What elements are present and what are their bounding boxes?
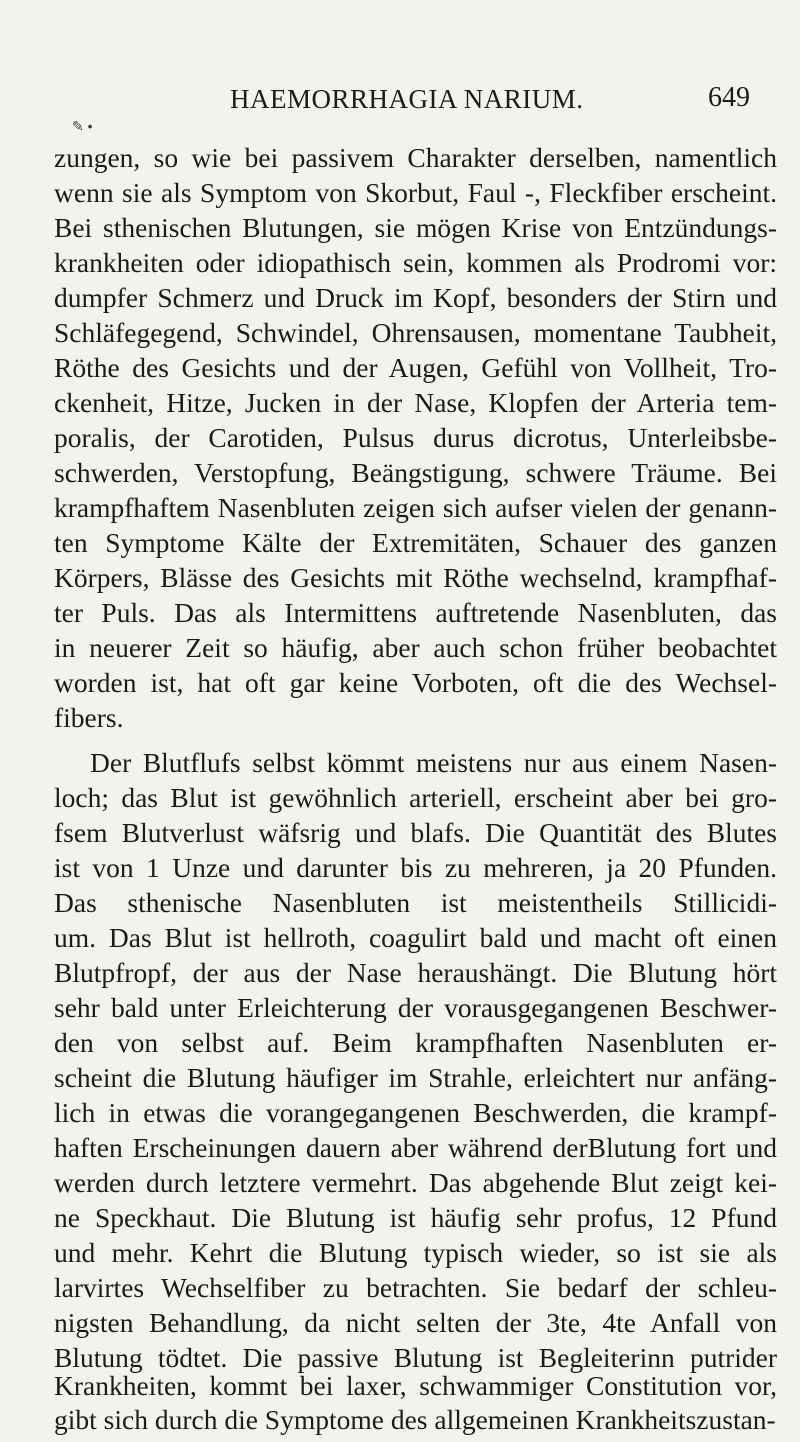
text-line: ne Speckhaut. Die Blutung ist häufig sehr profus, 12 Pfund (54, 1202, 777, 1233)
running-title: HAEMORRHAGIA NARIUM. (230, 84, 584, 114)
text-line: Schläfegegend, Schwindel, Ohrensausen, momentane Taubheit, (54, 317, 777, 348)
text-line: ckenheit, Hitze, Jucken in der Nase, Klopfen der Arteria tem- (54, 387, 777, 418)
text-line: fsem Blutverlust wäfsrig und blafs. Die Quantität des Blutes (54, 817, 777, 848)
text-line: Krankheiten, kommt bei laxer, schwammiger Constitution vor, (54, 1370, 777, 1401)
text-line: zungen, so wie bei passivem Charakter derselben, namentlich (54, 142, 777, 173)
text-line: sehr bald unter Erleichterung der vorausgegangenen Beschwer- (54, 992, 777, 1023)
margin-mark: ✎ • (72, 118, 93, 134)
text-line: Röthe des Gesichts und der Augen, Gefühl von Vollheit, Tro- (54, 352, 777, 383)
text-line: Das sthenische Nasenbluten ist meistentheils Stillicidi- (54, 887, 777, 918)
text-line: ist von 1 Unze und darunter bis zu mehreren, ja 20 Pfunden. (54, 852, 777, 883)
text-line: Bei sthenischen Blutungen, sie mögen Krise von Entzündungs- (54, 212, 777, 243)
text-line: lich in etwas die vorangegangenen Beschwerden, die krampf- (54, 1097, 777, 1128)
text-line: krankheiten oder idiopathisch sein, kommen als Prodromi vor: (54, 247, 777, 278)
text-line: worden ist, hat oft gar keine Vorboten, oft die des Wechsel- (54, 667, 777, 698)
text-line: nigsten Behandlung, da nicht selten der 3te, 4te Anfall von (54, 1307, 777, 1338)
text-line: fibers. (54, 702, 124, 733)
page-header (0, 78, 800, 134)
text-line: werden durch letztere vermehrt. Das abgehende Blut zeigt kei- (54, 1167, 777, 1198)
text-line: und mehr. Kehrt die Blutung typisch wieder, so ist sie als (54, 1237, 777, 1268)
text-line: loch; das Blut ist gewöhnlich arteriell, erscheint aber bei gro- (54, 782, 777, 813)
text-line: ter Puls. Das als Intermittens auftretende Nasenbluten, das (54, 597, 777, 628)
text-line: um. Das Blut ist hellroth, coagulirt bald und macht oft einen (54, 922, 777, 953)
page-number: 649 (708, 82, 750, 113)
text-line: scheint die Blutung häufiger im Strahle, erleichtert nur anfäng- (54, 1062, 777, 1093)
text-line: Blutung tödtet. Die passive Blutung ist Begleiterinn putrider (54, 1342, 777, 1373)
text-line: larvirtes Wechselfiber zu betrachten. Sie bedarf der schleu- (54, 1272, 777, 1303)
text-line: haften Erscheinungen dauern aber während derBlutung fort und (54, 1132, 777, 1163)
text-line: Körpers, Blässe des Gesichts mit Röthe wechselnd, krampfhaf- (54, 562, 777, 593)
text-line: wenn sie als Symptom von Skorbut, Faul -, Fleckfiber erscheint. (54, 177, 777, 208)
text-line: ten Symptome Kälte der Extremitäten, Schauer des ganzen (54, 527, 777, 558)
text-line: poralis, der Carotiden, Pulsus durus dicrotus, Unterleibsbe- (54, 422, 777, 453)
text-line: Der Blutflufs selbst kömmt meistens nur aus einem Nasen- (90, 747, 777, 778)
text-line: dumpfer Schmerz und Druck im Kopf, besonders der Stirn und (54, 282, 777, 313)
text-line: den von selbst auf. Beim krampfhaften Nasenbluten er- (54, 1027, 777, 1058)
text-line: gibt sich durch die Symptome des allgemeinen Krankheitszustan- (54, 1404, 776, 1435)
text-line: krampfhaftem Nasenbluten zeigen sich aufser vielen der genann- (54, 492, 777, 523)
text-line: in neuerer Zeit so häufig, aber auch schon früher beobachtet (54, 632, 777, 663)
text-line: Blutpfropf, der aus der Nase heraushängt. Die Blutung hört (54, 957, 777, 988)
text-line: schwerden, Verstopfung, Beängstigung, schwere Träume. Bei (54, 457, 777, 488)
